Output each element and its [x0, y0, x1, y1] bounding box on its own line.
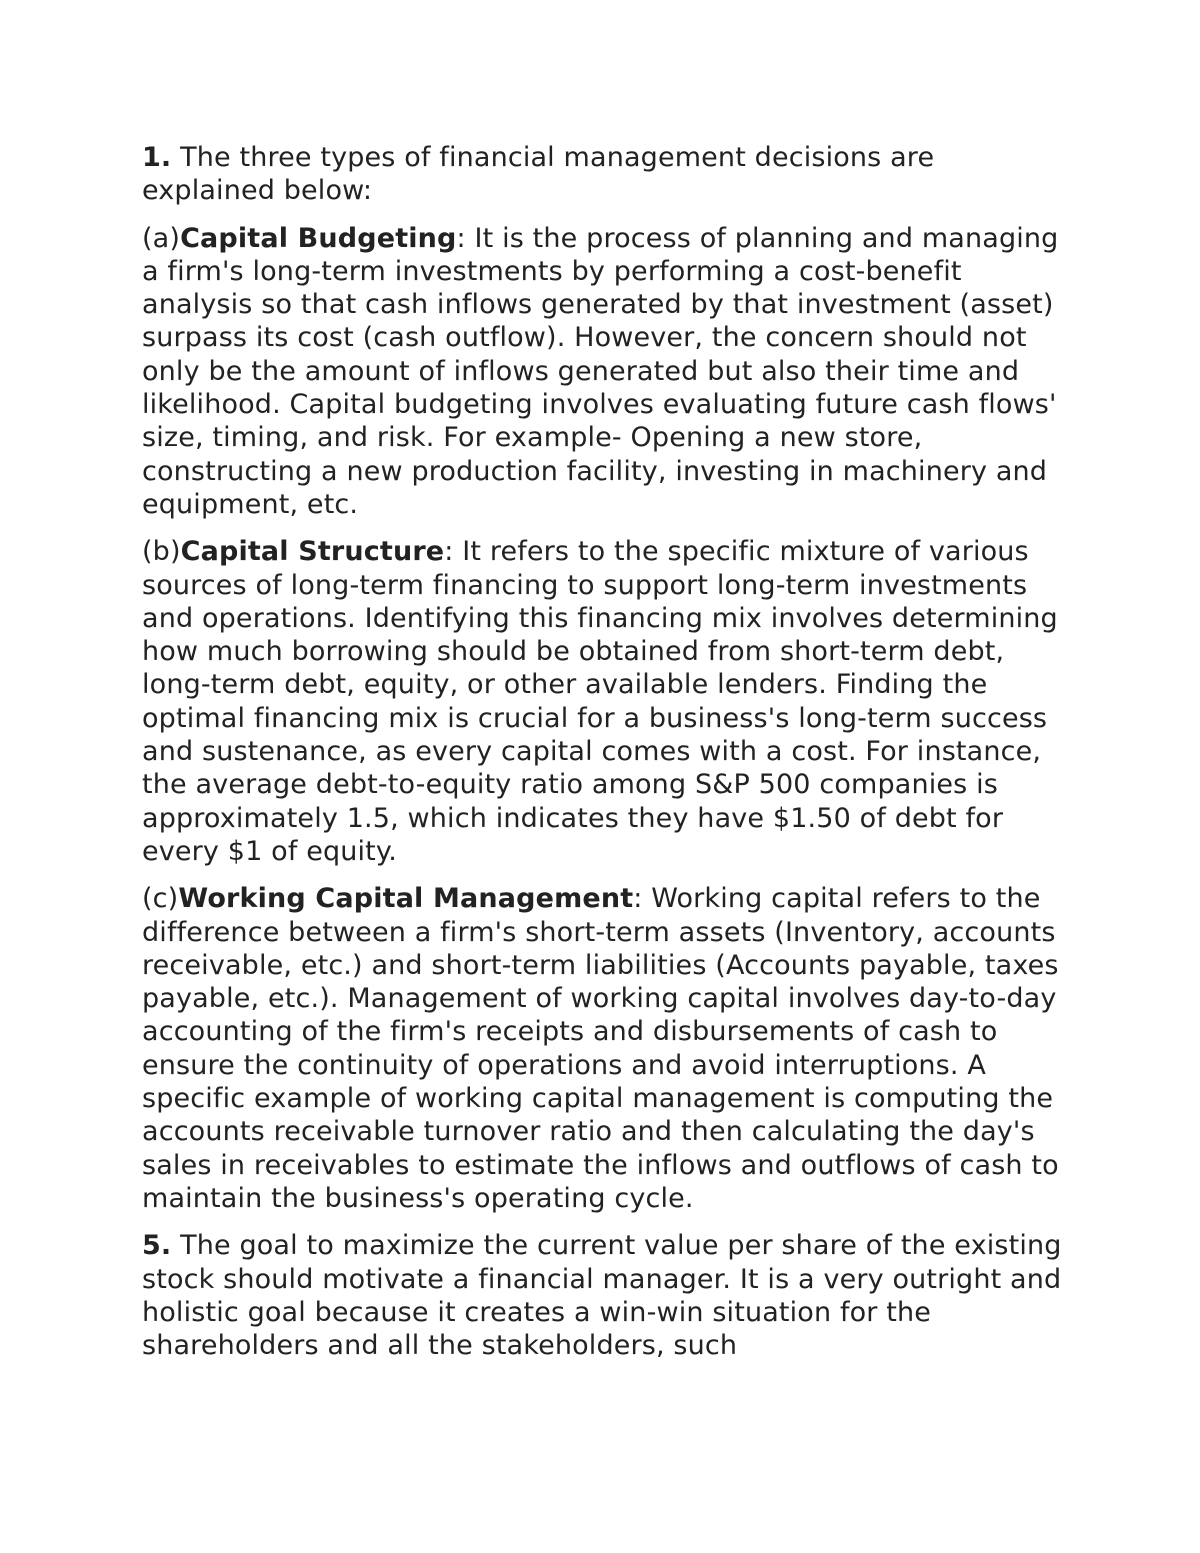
section-prefix: (a): [142, 222, 181, 254]
section-capital-budgeting: [142, 222, 1072, 522]
question-1-intro: [142, 141, 1072, 208]
section-prefix: (b): [142, 536, 181, 568]
question-number: 1.: [142, 142, 172, 173]
question-text: The three types of financial management decisions are explained below:: [142, 142, 935, 207]
section-term: Working Capital Management: [178, 883, 634, 915]
question-number: 5.: [142, 1230, 172, 1262]
section-term: Capital Budgeting: [180, 222, 457, 254]
section-text: : It is the process of planning and managing a firm's long-term investments by performing a cost-benefit analysis so that cash inflows generated by that investment (asset) surpass its cost (cash outflow). However, the concern should not only be the amount of inflows generated but also their time and likelihood. Capital budgeting involves evaluating future cash flows' size, timing, and risk. For example- Opening a new store, constructing a new production facility, investing in machinery and equipment, etc.: [142, 222, 1059, 520]
question-5-answer: [142, 1229, 1072, 1362]
section-capital-structure: [142, 535, 1072, 868]
document-body: [142, 141, 1072, 1376]
section-text: : It refers to the specific mixture of various sources of long-term financing to support long-term investments and operations. Identifying this financing mix involves determining how much borrowing should be obtained from short-term debt, long-term debt, equity, or other available lenders. Finding the optimal financing mix is crucial for a business's long-term success and sustenance, as every capital comes with a cost. For instance, the average debt-to-equity ratio among S&P 500 companies is approximately 1.5, which indicates they have $1.50 of debt for every $1 of equity.: [142, 536, 1058, 867]
question-text: The goal to maximize the current value per share of the existing stock should motivate a financial manager. It is a very outright and holistic goal because it creates a win-win situation for the shareholders and all the stakeholders, such: [142, 1230, 1062, 1362]
section-working-capital-management: [142, 882, 1072, 1215]
section-text: : Working capital refers to the difference between a firm's short-term assets (Inventory, accounts receivable, etc.) and short-term liabilities (Accounts payable, taxes payable, etc.). Management of working capital involves day-to-day accounting of the firm's receipts and disbursements of cash to ensure the continuity of operations and avoid interruptions. A specific example of working capital management is computing the accounts receivable turnover ratio and then calculating the day's sales in receivables to estimate the inflows and outflows of cash to maintain the business's operating cycle.: [142, 883, 1059, 1214]
section-term: Capital Structure: [180, 536, 445, 568]
section-prefix: (c): [142, 883, 179, 915]
